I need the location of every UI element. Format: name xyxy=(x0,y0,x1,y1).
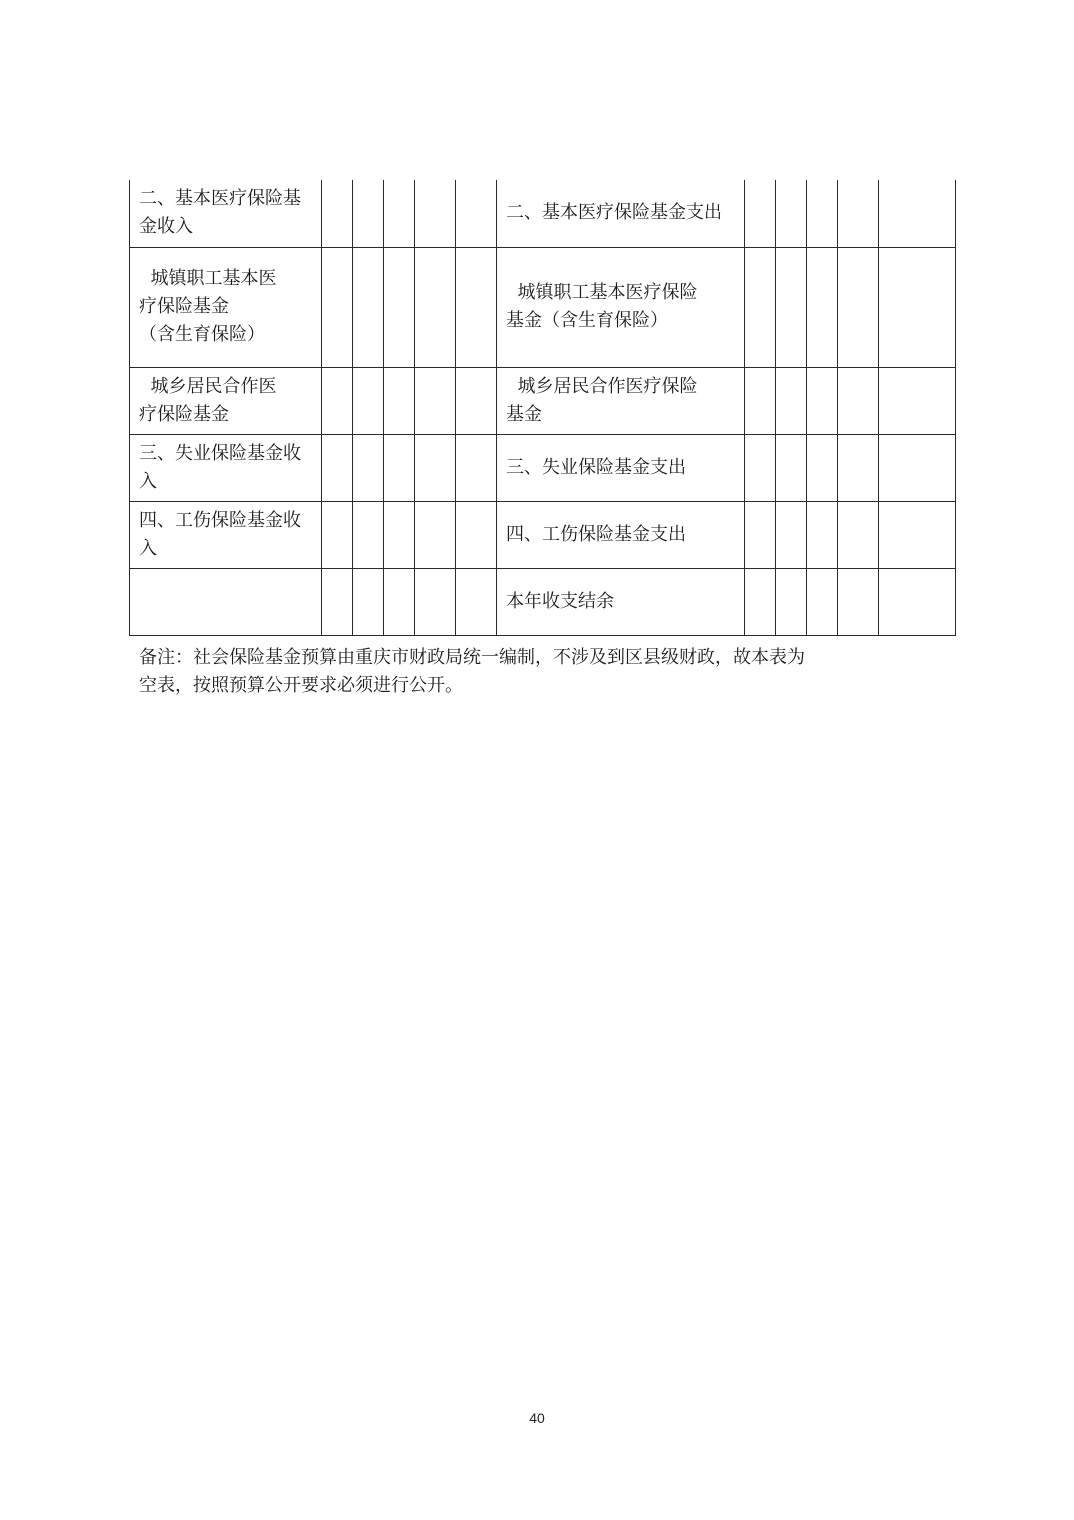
income-value-cell xyxy=(415,180,456,247)
expense-value-cell xyxy=(879,501,956,568)
expense-value-cell xyxy=(807,568,838,635)
expense-item-cell: 三、失业保险基金支出 xyxy=(497,434,745,501)
expense-value-cell xyxy=(745,180,776,247)
expense-value-cell xyxy=(807,501,838,568)
expense-value-cell xyxy=(838,247,879,367)
expense-value-cell xyxy=(838,568,879,635)
expense-value-cell xyxy=(879,568,956,635)
page-number: 40 xyxy=(529,1410,545,1426)
income-value-cell xyxy=(322,501,353,568)
expense-value-cell xyxy=(745,367,776,434)
income-value-cell xyxy=(456,367,497,434)
income-item-cell: 二、基本医疗保险基 金收入 xyxy=(130,180,322,247)
expense-value-cell xyxy=(838,180,879,247)
income-value-cell xyxy=(353,367,384,434)
expense-value-cell xyxy=(745,434,776,501)
expense-value-cell xyxy=(879,367,956,434)
footnote-line: 空表，按照预算公开要求必须进行公开。 xyxy=(139,675,463,696)
income-item-cell: 三、失业保险基金收 入 xyxy=(130,434,322,501)
expense-value-cell xyxy=(776,568,807,635)
income-value-cell xyxy=(415,434,456,501)
table-row xyxy=(130,180,956,247)
expense-value-cell xyxy=(807,180,838,247)
table-row xyxy=(130,367,956,434)
income-value-cell xyxy=(456,247,497,367)
expense-value-cell xyxy=(807,367,838,434)
expense-item-cell: 四、工伤保险基金支出 xyxy=(497,501,745,568)
income-value-cell xyxy=(322,434,353,501)
income-value-cell xyxy=(456,180,497,247)
expense-value-cell xyxy=(838,501,879,568)
income-value-cell xyxy=(384,367,415,434)
income-item-cell: 城乡居民合作医 疗保险基金 xyxy=(130,367,322,434)
expense-item-cell: 本年收支结余 xyxy=(497,568,745,635)
income-value-cell xyxy=(415,247,456,367)
table-row xyxy=(130,568,956,635)
expense-value-cell xyxy=(745,501,776,568)
income-value-cell xyxy=(384,568,415,635)
expense-value-cell xyxy=(745,568,776,635)
expense-value-cell xyxy=(776,180,807,247)
income-value-cell xyxy=(415,367,456,434)
expense-value-cell xyxy=(838,367,879,434)
table-footnote xyxy=(139,644,899,700)
income-value-cell xyxy=(384,247,415,367)
expense-value-cell xyxy=(807,434,838,501)
income-item-cell: 四、工伤保险基金收 入 xyxy=(130,501,322,568)
income-value-cell xyxy=(415,568,456,635)
income-value-cell xyxy=(456,568,497,635)
income-value-cell xyxy=(322,367,353,434)
income-value-cell xyxy=(384,180,415,247)
expense-value-cell xyxy=(879,180,956,247)
income-value-cell xyxy=(322,568,353,635)
income-item-cell: 城镇职工基本医 疗保险基金 （含生育保险） xyxy=(130,247,322,367)
expense-value-cell xyxy=(776,247,807,367)
income-value-cell xyxy=(353,247,384,367)
expense-value-cell xyxy=(776,501,807,568)
expense-value-cell xyxy=(807,247,838,367)
income-value-cell xyxy=(353,180,384,247)
expense-value-cell xyxy=(838,434,879,501)
income-value-cell xyxy=(353,568,384,635)
income-value-cell xyxy=(456,501,497,568)
table-row xyxy=(130,247,956,367)
expense-item-cell: 城乡居民合作医疗保险 基金 xyxy=(497,367,745,434)
income-value-cell xyxy=(353,434,384,501)
expense-item-cell: 城镇职工基本医疗保险 基金（含生育保险） xyxy=(497,247,745,367)
expense-value-cell xyxy=(879,434,956,501)
income-value-cell xyxy=(353,501,384,568)
table-row xyxy=(130,501,956,568)
income-value-cell xyxy=(322,180,353,247)
income-value-cell xyxy=(415,501,456,568)
table-row xyxy=(130,434,956,501)
expense-value-cell xyxy=(776,367,807,434)
expense-value-cell xyxy=(776,434,807,501)
expense-value-cell xyxy=(879,247,956,367)
income-value-cell xyxy=(322,247,353,367)
expense-item-cell: 二、基本医疗保险基金支出 xyxy=(497,180,745,247)
income-value-cell xyxy=(384,434,415,501)
expense-value-cell xyxy=(745,247,776,367)
social-insurance-fund-budget-table xyxy=(129,180,956,636)
income-item-cell xyxy=(130,568,322,635)
footnote-line: 备注：社会保险基金预算由重庆市财政局统一编制，不涉及到区县级财政，故本表为 xyxy=(139,647,805,668)
income-value-cell xyxy=(456,434,497,501)
income-value-cell xyxy=(384,501,415,568)
